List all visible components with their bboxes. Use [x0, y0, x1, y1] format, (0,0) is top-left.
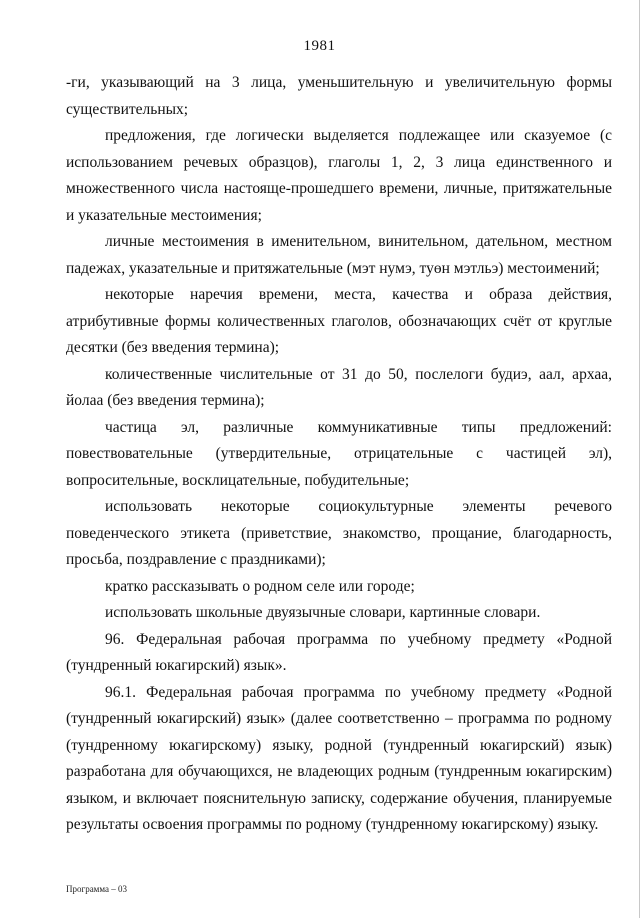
page-number: 1981	[303, 38, 336, 54]
paragraph-3: личные местоимения в именительном, винительном, дательном, местном падежах, указательные и притяжательные (мэт нумэ, туөн мэтльэ) местоимений;	[66, 233, 612, 277]
footer-label: Программа – 03	[66, 884, 128, 894]
paragraph-1: -ги, указывающий на 3 лица, уменьшительную и увеличительную формы существительных;	[66, 74, 612, 118]
paragraph-2: предложения, где логически выделяется подлежащее или сказуемое (с использованием речевых образцов), глаголы 1, 2, 3 лица единственного и множественного числа настояще-прошедшего времени, личные, притяжательные и указательные местоимения;	[66, 127, 612, 224]
paragraph-6: частица эл, различные коммуникативные типы предложений: повествовательные (утвердительные, отрицательные с частицей эл), вопросительные, восклицательные, побудительные;	[66, 418, 612, 489]
section-96-1-paragraph: 96.1. Федеральная рабочая программа по учебному предмету «Родной (тундренный юкагирский) язык» (далее соответственно – программа по родному (тундренному юкагирскому) языку, родной (тундренный юкагирский) язык) разработана для обучающихся, не владеющих родным (тундренным юкагирским) языком, и включает пояснительную записку, содержание обучения, планируемые результаты освоения программы по родному (тундренному юкагирскому) языку.	[66, 683, 612, 833]
paragraph-4: некоторые наречия времени, места, качества и образа действия, атрибутивные формы количественных глаголов, обозначающих счёт от круглые десятки (без введения термина);	[66, 286, 612, 356]
body-text	[66, 70, 612, 839]
paragraph-7: использовать некоторые социокультурные элементы речевого поведенческого этикета (приветствие, знакомство, прощание, благодарность, просьба, поздравление с праздниками);	[66, 498, 612, 568]
paragraph-5: количественные числительные от 31 до 50, послелоги будиэ, аал, архаа, йолаа (без введения термина);	[66, 365, 612, 409]
paragraph-9: использовать школьные двуязычные словари, картинные словари.	[105, 604, 541, 621]
paragraph-8: кратко рассказывать о родном селе или городе;	[105, 577, 415, 595]
section-96-heading: 96. Федеральная рабочая программа по учебному предмету «Родной (тундренный юкагирский) язык».	[66, 630, 612, 674]
